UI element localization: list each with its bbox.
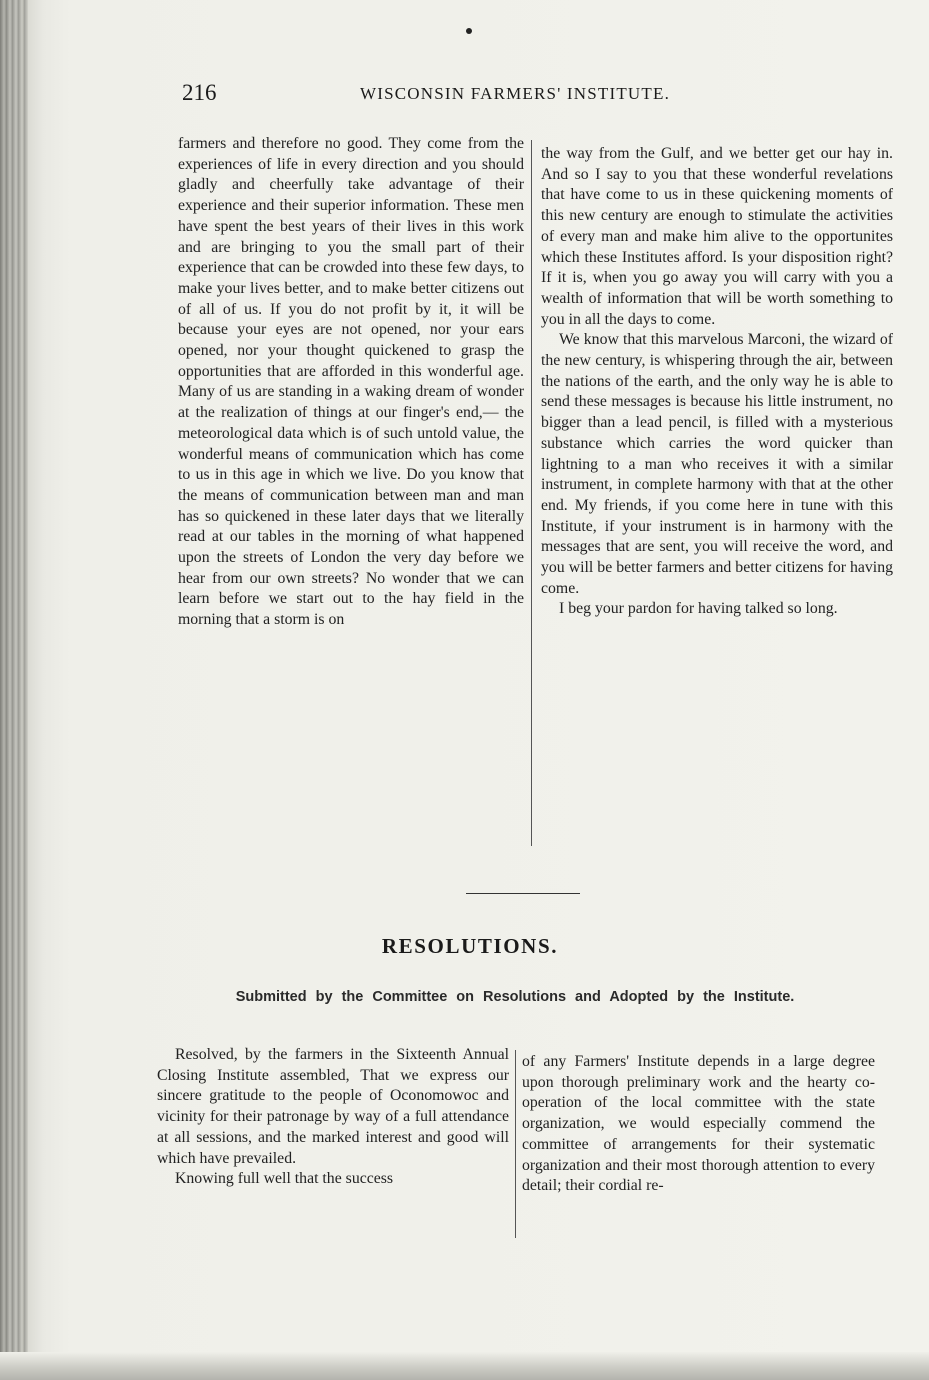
ink-speck — [466, 28, 472, 34]
page-number: 216 — [182, 80, 217, 105]
article-column-left — [178, 134, 524, 631]
section-title: RESOLUTIONS. — [381, 934, 559, 958]
section-separator-rule — [466, 893, 580, 894]
article-column-right — [541, 144, 893, 620]
resolution-paragraph: Knowing full well that the success — [175, 1170, 394, 1188]
page-header — [182, 80, 722, 110]
page-bottom-edge — [0, 1352, 929, 1380]
resolutions-column-left — [157, 1045, 509, 1190]
article-paragraph: the way from the Gulf, and we better get our hay in. And so I say to you that these wonderful revelations that have come to us in these quickening moments of this new century are enough to stimulate the activities of every man and make him alive to the opportunites which these Institutes afford. Is your disposition right? If it is, when you go away you will carry with you a wealth of information that will be worth something to you in all the days to come. — [541, 145, 893, 328]
column-divider — [531, 140, 532, 846]
section-subtitle: Submitted by the Committee on Resolutions and Adopted by the Institute. — [235, 989, 795, 1005]
article-paragraph: I beg your pardon for having talked so long. — [559, 600, 838, 618]
book-binding-edge — [0, 0, 28, 1380]
running-title: WISCONSIN FARMERS' INSTITUTE. — [360, 84, 671, 103]
column-divider — [515, 1050, 516, 1238]
article-paragraph: We know that this marvelous Marconi, the wizard of the new century, is whispering through the air, between the nations of the earth, and the only way he is able to send these messages is because his little instrument, no bigger than a lead pencil, is filled with a mysterious substance which carries the word quicker than lightning to a man who receives it with a similar instrument, in complete harmony with that at the other end. My friends, if you come here in tune with this Institute, if your instrument is in harmony with the messages that are sent, you will receive the word, and you will be better farmers and better citizens for having come. — [541, 331, 893, 597]
resolution-paragraph: Resolved, by the farmers in the Sixteenth Annual Closing Institute assembled, That we express our sincere gratitude to the people of Oconomowoc and vicinity for their patronage by way of a full attendance at all sessions, and the marked interest and good will which have prevailed. — [157, 1046, 509, 1167]
resolution-paragraph: of any Farmers' Institute depends in a large degree upon thorough preliminary work and the hearty co-operation of the local committee with the state organization, we would especially commend the committee of arrangements for their systematic organization and their most thorough attention to every detail; their cordial re- — [522, 1053, 875, 1195]
article-paragraph: farmers and therefore no good. They come from the experiences of life in every direction and you should gladly and cheerfully take advantage of their experience and their superior information. These men have spent the best years of their lives in this work and are bringing to you the small part of their experience that can be crowded into these few days, to make your lives better, and to make better citizens out of all of us. If you do not profit by it, it will be because your eyes are not opened, nor your ears opened, nor your thought quickened to grasp the opportunities that are afforded in this wonderful age. Many of us are standing in a waking dream of wonder at the realization of things at our finger's end,— the meteorological data which is of such untold value, the wonderful means of communication which has come to us in this age in which we live. Do you know that the means of communication between man and man has so quickened in these later days that we literally read at our tables in the morning of what happened upon the streets of London the very day before we hear from our own streets? No wonder that we can learn before we start out to the hay field in the morning that a storm is on — [178, 135, 524, 629]
resolutions-column-right — [522, 1052, 875, 1197]
